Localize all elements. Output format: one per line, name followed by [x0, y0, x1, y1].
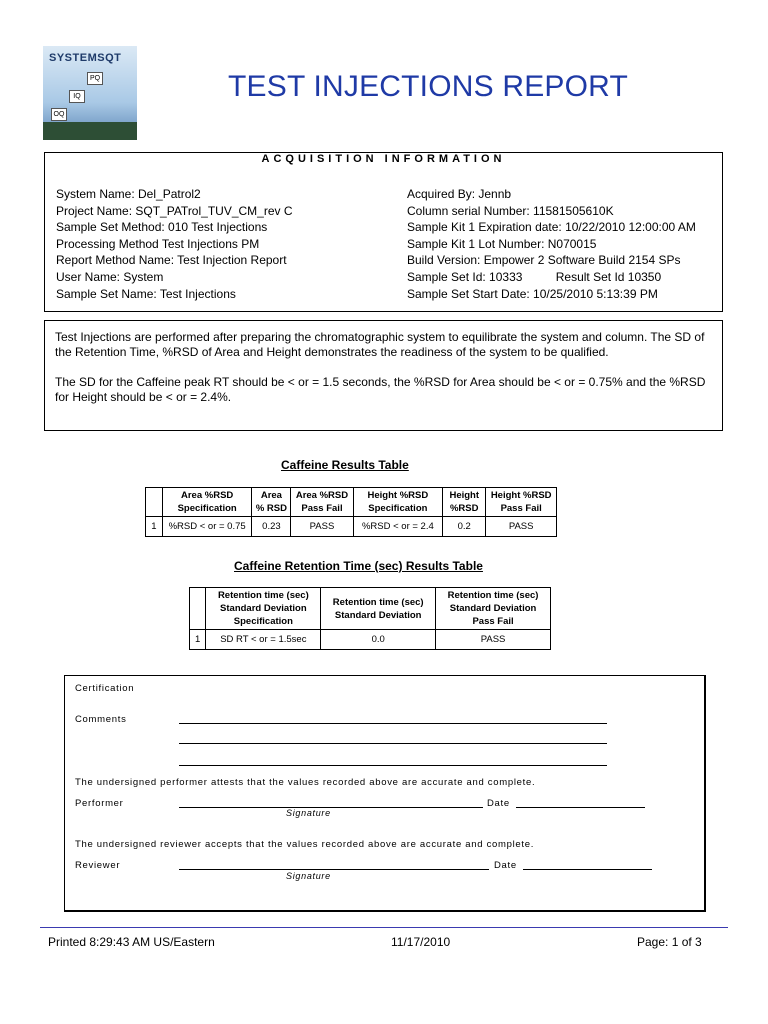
acq-sample-set-name: Sample Set Name: Test Injections — [56, 286, 236, 301]
performer-date-label: Date — [487, 798, 510, 809]
footer-page: Page: 1 of 3 — [637, 935, 702, 949]
table-header-row — [190, 588, 551, 630]
logo-box-pq: PQ — [87, 72, 103, 85]
performer-signature-caption: Signature — [286, 808, 331, 818]
acq-kit-lot: Sample Kit 1 Lot Number: N070015 — [407, 236, 597, 251]
reviewer-signature-caption: Signature — [286, 871, 331, 881]
height-pass-fail-cell: PASS — [486, 517, 557, 537]
rt-sd-spec-header: Retention time (sec) Standard Deviation Specification — [206, 588, 321, 630]
acq-processing-method: Processing Method Test Injections PM — [56, 236, 260, 251]
comments-line-3[interactable] — [179, 765, 607, 766]
reviewer-date-label: Date — [494, 860, 517, 871]
performer-statement: The undersigned performer attests that the values recorded above are accurate and complete. — [75, 777, 536, 788]
rt-sd-pass-fail-cell: PASS — [436, 630, 551, 650]
certification-title: Certification — [75, 683, 135, 694]
caffeine-results-table — [145, 487, 557, 537]
table-row — [190, 630, 551, 650]
acq-user-name: User Name: System — [56, 269, 164, 284]
caffeine-table-title: Caffeine Results Table — [281, 458, 409, 472]
rt-sd-pass-fail-header: Retention time (sec) Standard Deviation Pass Fail — [436, 588, 551, 630]
row-index: 1 — [146, 517, 163, 537]
performer-label: Performer — [75, 798, 124, 809]
area-rsd-spec-cell: %RSD < or = 0.75 — [162, 517, 252, 537]
logo-box-iq: IQ — [69, 90, 85, 103]
table-row — [146, 517, 557, 537]
reviewer-statement: The undersigned reviewer accepts that the values recorded above are accurate and complete. — [75, 839, 535, 850]
comments-label: Comments — [75, 714, 127, 725]
footer-rule — [40, 927, 728, 928]
description-paragraph-1: Test Injections are performed after preparing the chromatographic system to equilibrate the system and column. The SD of the Retention Time, %RSD of Area and Height demonstrates the readiness of the system to be qualified. — [55, 330, 705, 359]
height-rsd-spec-header: Height %RSD Specification — [353, 488, 443, 517]
area-pass-fail-cell: PASS — [291, 517, 353, 537]
reviewer-signature-line[interactable] — [179, 869, 489, 870]
acq-project-name: Project Name: SQT_PATrol_TUV_CM_rev C — [56, 203, 293, 218]
reviewer-label: Reviewer — [75, 860, 121, 871]
rt-table-title: Caffeine Retention Time (sec) Results Table — [234, 559, 483, 573]
height-rsd-header: Height %RSD — [443, 488, 486, 517]
table-header-row — [146, 488, 557, 517]
index-header — [146, 488, 163, 517]
systemsqt-logo — [43, 46, 137, 140]
report-title: TEST INJECTIONS REPORT — [228, 70, 629, 103]
index-header — [190, 588, 206, 630]
acq-sample-set-method: Sample Set Method: 010 Test Injections — [56, 220, 268, 235]
acq-column-serial: Column serial Number: 11581505610K — [407, 203, 614, 218]
area-rsd-spec-header: Area %RSD Specification — [162, 488, 252, 517]
acquisition-left-column — [56, 186, 293, 302]
acq-system-name: System Name: Del_Patrol2 — [56, 187, 201, 201]
acq-set-ids: Sample Set Id: 10333 Result Set Id 10350 — [407, 269, 662, 284]
acquisition-title: ACQUISITION INFORMATION — [261, 153, 506, 165]
footer-date: 11/17/2010 — [391, 935, 451, 949]
description-box — [44, 320, 723, 431]
reviewer-date-line[interactable] — [523, 869, 652, 870]
acq-acquired-by: Acquired By: Jennb — [407, 187, 512, 201]
performer-date-line[interactable] — [516, 807, 645, 808]
area-rsd-header: Area % RSD — [252, 488, 291, 517]
acquisition-right-column — [407, 186, 696, 302]
height-rsd-spec-cell: %RSD < or = 2.4 — [353, 517, 443, 537]
height-rsd-cell: 0.2 — [443, 517, 486, 537]
area-pass-fail-header: Area %RSD Pass Fail — [291, 488, 353, 517]
acq-build-version: Build Version: Empower 2 Software Build 2154 SPs — [407, 253, 681, 268]
logo-box-oq: OQ — [51, 108, 67, 121]
acq-report-method: Report Method Name: Test Injection Report — [56, 253, 287, 268]
acq-kit-expiration: Sample Kit 1 Expiration date: 10/22/2010 12:00:00 AM — [407, 220, 696, 235]
logo-ground — [43, 122, 137, 140]
rt-sd-header: Retention time (sec) Standard Deviation — [321, 588, 436, 630]
performer-signature-line[interactable] — [179, 807, 483, 808]
height-pass-fail-header: Height %RSD Pass Fail — [486, 488, 557, 517]
certification-box — [64, 675, 706, 912]
rt-results-table — [189, 587, 551, 650]
comments-line-2[interactable] — [179, 743, 607, 744]
acq-start-date: Sample Set Start Date: 10/25/2010 5:13:39 PM — [407, 286, 658, 301]
logo-text: SYSTEMSQT — [49, 52, 122, 64]
description-paragraph-2: The SD for the Caffeine peak RT should be < or = 1.5 seconds, the %RSD for Area should be < or = 0.75% and the %RSD for Height should be < or = 2.4%. — [55, 375, 706, 404]
row-index: 1 — [190, 630, 206, 650]
rt-sd-cell: 0.0 — [321, 630, 436, 650]
footer-printed: Printed 8:29:43 AM US/Eastern — [48, 935, 215, 949]
area-rsd-cell: 0.23 — [252, 517, 291, 537]
rt-sd-spec-cell: SD RT < or = 1.5sec — [206, 630, 321, 650]
comments-line-1[interactable] — [179, 723, 607, 724]
acquisition-info-box — [44, 152, 723, 312]
